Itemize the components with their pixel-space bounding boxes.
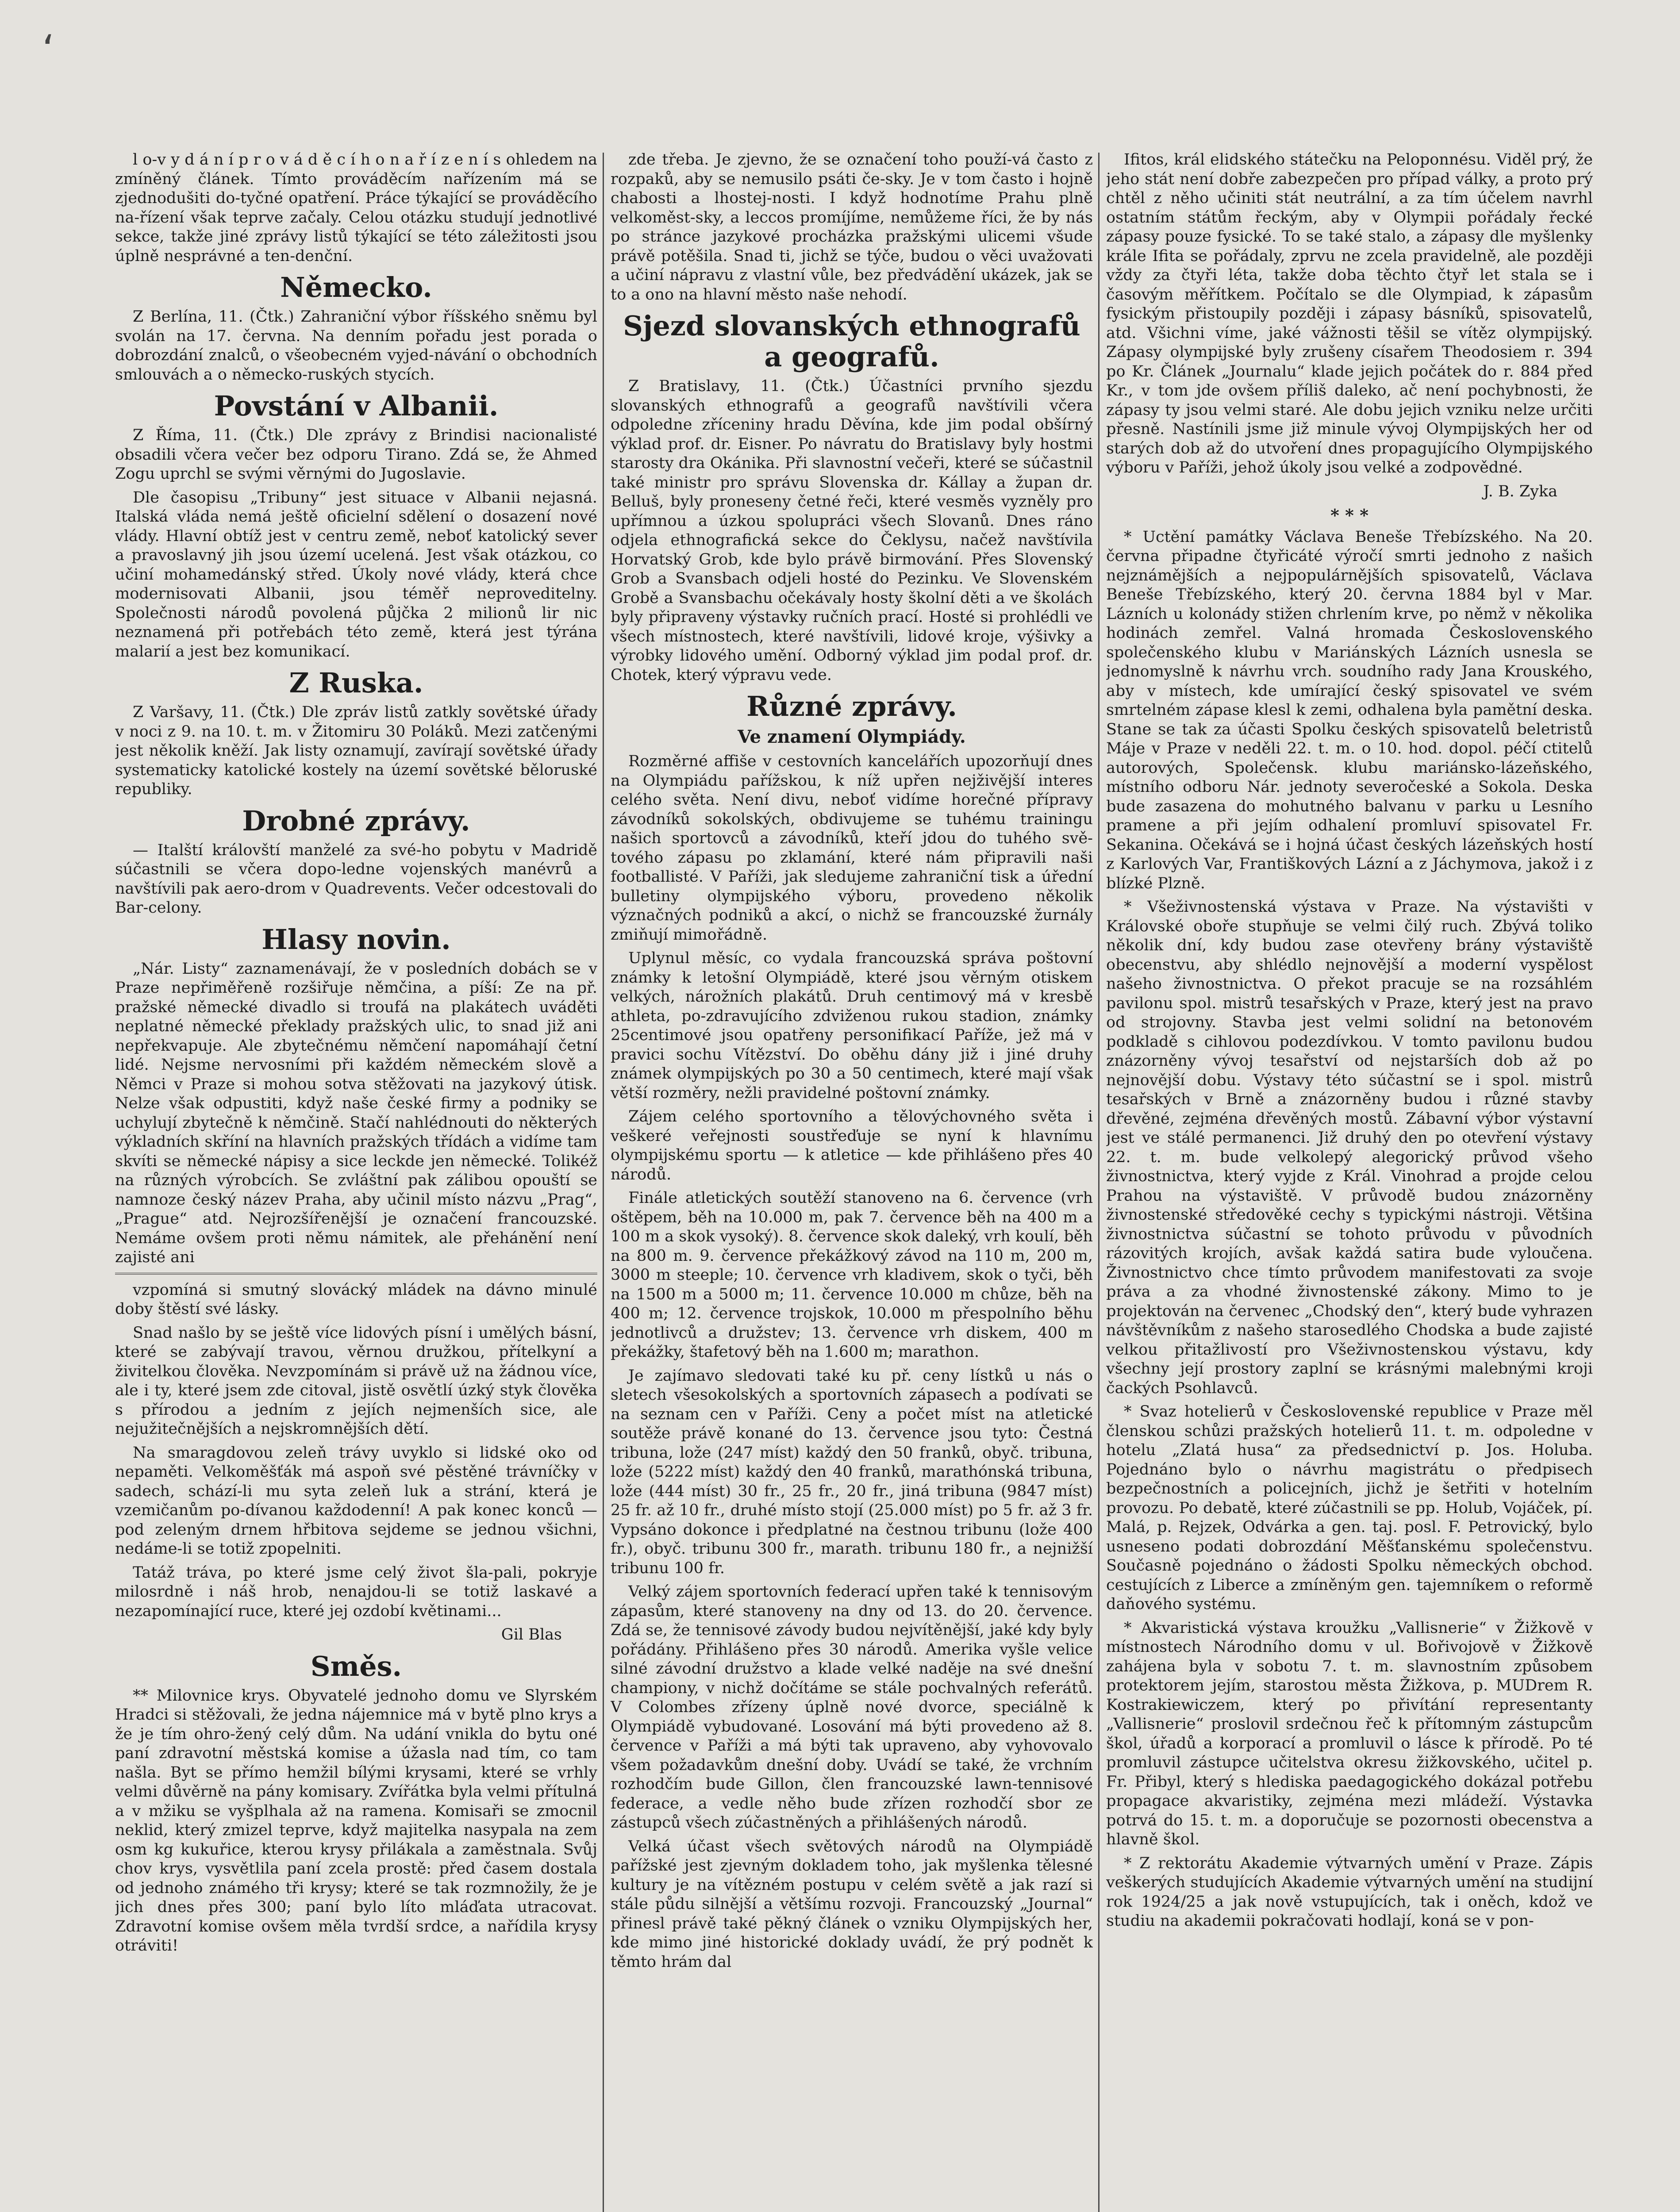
column-2: [611, 150, 1093, 2212]
article-ethnographers-congress: Z Bratislavy, 11. (Čtk.) Účastníci prvního sjezdu slovanských ethnografů a geografů navštívili včera odpoledne zříceniny hradu Děvína, kde jim podal obšírný výklad prof. dr. Eisner. Po návratu do Bratislavy byly hostmi starosty dra Okánika. Při slavnostní večeři, které se súčastnil také ministr pro správu Slovenska dr. Kállay a župan dr. Belluš, byly proneseny četné řeči, které vesměs vyzněly pro upřímnou a úzkou spolupráci všech Slovanů. Dnes ráno odjela ethnografická sekce do Čeklysu, načež navštívila Horvatský Grob, kde bylo právě birmování. Přes Slovenský Grob a Svansbach odjeli hosté do Pezinku. Ve Slovenském Grobě a Svansbachu očekávaly hosty školní děti a ve školách byly připraveny výstavky ručních prací. Hosté si prohlédli ve všech místnostech, které navštívili, lidové kroje, výšivky a výrobky lidového umění. Odborný výklad jim podal prof. dr. Chotek, který výpravu vede.: [611, 377, 1093, 684]
feuilleton-3: Na smaragdovou zeleň trávy uvyklo si lidské oko od nepaměti. Velkoměšťák má aspoň své pěstěné trávníčky v sadech, schází-li mu syta zeleň luk a strání, která je vzemičanům po-dívanou každodenní! A pak konec konců — pod zeleným drnem hřbitova sejdeme se jednou všichni, nedáme-li se totiž zpopelniti.: [115, 1444, 597, 1558]
paragraph-olympiad-continued: Ifitos, král elidského státečku na Peloponnésu. Viděl prý, že jeho stát není dobře zabezpečen pro případ války, a proto prý chtěl z něho učiniti stát neutrální, a za tím účelem navrhl ostatním státům řeckým, aby v Olympii pořádaly řecké zápasy pouze fysické. To se také stalo, a zápasy dle myšlenky krále Ifita se pořádaly, zprvu ne zcela pravidelně, ale později vždy za čtyři léta, takže doba těchto čtyř let stala se i časovým měřítkem. Počítalo se dle Olympiad, k zápasům fysickým přistoupily později i zápasy básníků, spisovatelů, atd. Všichni víme, jaké vážnosti těšil se vítěz olympijský. Zápasy olympijské byly zrušeny císařem Theodosiem r. 394 po Kr. Článek „Journalu“ klade jejich počátek do r. 884 před Kr., v tom jde ovšem příliš daleko, ač není pochybnosti, že zápasy ty jsou velmi staré. Ale dobu jejich vzniku nelze určiti přesně. Nastínili jsme již minule vývoj Olympijských her od starých dob až do utvoření dnes propagujícího Olympijského výboru v Paříži, jehož úkoly jsou velké a zodpovědné.: [1106, 151, 1593, 476]
heading-brief-news: Drobné zprávy.: [242, 804, 470, 837]
column-divider-2: [1098, 153, 1099, 2212]
feuilleton-1: vzpomíná si smutný slovácký mládek na dávno minulé doby štěstí své lásky.: [115, 1281, 597, 1318]
column-1: [115, 150, 597, 2212]
olympiad-signature: J. B. Zyka: [1483, 482, 1557, 500]
feuilleton-signature: Gil Blas: [501, 1626, 562, 1644]
column-divider-1: [603, 153, 604, 2212]
subheading-olympiad: Ve znamení Olympiády.: [738, 726, 966, 747]
feuilleton-4: Tatáž tráva, po které jsme celý život šla-pali, pokryje milosrdně i náš hrob, nenajdou-li se totiž laskavé a nezapomínající ruce, které jej ozdobí květinami...: [115, 1563, 597, 1620]
corner-mark: ‘: [42, 27, 55, 73]
article-press-voices: „Nár. Listy“ zaznamenávají, že v posledních dobách se v Praze nepřiměřeně rozšiřuje němčina, a píší: Ze na př. pražské německé divadlo si troufá na plakátech uváděti neplatné německé překlady pražských ulic, to snad již ani nepřekvapuje. Ale zbytečnému němčení napomáhají četní lidé. Nejsme nervosními při každém německém slově a Němci v Praze si mohou sotva stěžovati na jazykový útisk. Nelze však odpustiti, když naše české firmy a podniky se uchylují zbytečně k němčině. Stačí nahlédnouti do některých výkladních skříní na hlavních pražských třídách a vidíme tam skvíti se německé nápisy a sice leckde jen německé. Tolikéž na různých výrobcích. Se zvláštní pak zálibou opouští se namnoze český název Praha, aby učinil místo názvu „Prag“, „Prague“ atd. Nejrozšířenější je označení francouzské. Nemáme ovšem proti němu námitek, ale přehánění není zajisté ani: [115, 960, 597, 1266]
news-trade-exhibition: * Všeživnostenská výstava v Praze. Na výstavišti v Královské oboře stupňuje se velmi čilý ruch. Zbývá toliko několik dní, kdy budou zase otevřeny brány výstaviště obecenstvu, aby shlédlo nejnovější a moderní vyspělost našeho živnostnictva. O překot pracuje se na rozsáhlém pavilonu spol. mistrů tesařských v Praze, který jest na pravo od strojovny. Stavba jest velmi solidní na betonovém podkladě s cihlovou podezdívkou. V tomto pavilonu budou znázorněny vývoj tesařství od nejstarších dob až po nejnovější dobu. Výstavy této súčastní se i spol. mistrů tesařských v Brně a znázorněny budou i různé stavby dřevěné, zejména dřevěných mostů. Zábavní výbor výstavní jest ve stálé permanenci. Již druhý den po otevření výstavy 22. t. m. bude velkolepý alegorický průvod všeho živnostnictva, který vyjde z Král. Vinohrad a projde celou Prahou na výstaviště. V průvodě budou znázorněny živnostenské středověké cechy s typickými nástroji. Většina živnostnictva súčastní se tohoto průvodu v původních rázovitých krojích, avšak každá satira bude vyloučena. Živnostnictvo chce tímto průvodem manifestovati za svoje práva a za vhodné živnostenské zákony. Mimo to je projektován na červenec „Chodský den“, který bude vyhrazen návštěvníkům z našeho starosedlého Chodska a bude zajisté velkou přitažlivostí pro Všeživnostenskou výstavu, kdy všechny její prostory zaplní se krásnými malebnými kroji čackých Psohlavců.: [1106, 898, 1593, 1397]
article-olympiad-3: Zájem celého sportovního a tělovýchovného světa i veškeré veřejnosti soustřeďuje se nyní k hlavnímu olympijskému sportu — k atletice — kde přihlášeno přes 40 národů.: [611, 1108, 1093, 1183]
article-russia: Z Varšavy, 11. (Čtk.) Dle zpráv listů zatkly sovětské úřady v noci z 9. na 10. t. m. v Žitomiru 30 Poláků. Mezi zatčenými jest několik kněží. Jak listy oznamují, zavírají sovětské úřady systematicky katolické kostely na území sovětské běloruské republiky.: [115, 703, 597, 798]
article-albania-2: Dle časopisu „Tribuny“ jest situace v Albanii nejasná. Italská vláda nemá ještě oficielní sdělení o dosazení nové vlády. Hlavní obtíž jest v centru země, neboť katolický sever a pravoslavný jih jsou území ucelená. Jest však otázkou, co učiní mohamedánský střed. Úkoly nové vlády, která chce modernisovati Albanii, jsou téměř neproveditelny. Společnosti národů povolená půjčka 2 milionů lir nic neznamená při potřebách této země, která jest týrána malarií a jest bez komunikací.: [115, 488, 597, 661]
news-benes-trebizsky: * Uctění památky Václava Beneše Třebízského. Na 20. června připadne čtyřicáté výročí smrti jednoho z našich nejznámějších a nejpopulárnějších spisovatelů, Václava Beneše Třebízského, který 20. června 1884 byl v Mar. Lázních u kolonády stižen chrlením krve, po němž v několika hodinách zemřel. Valná hromada Československého společenského klubu v Mariánských Lázních usnesla se jednomyslně k návrhu vrch. soudního rady Jana Krouského, aby v místech, kde umírající český spisovatel ve svém smrtelném zápase klesl k zemi, odhalena byla pamětní deska. Stane se tak za účasti Spolku českých spisovatelů beletristů Máje v Praze v neděli 22. t. m. o 10. hod. dopol. péčí ctitelů autorových, Společensk. klubu mariánsko-lázeňského, místního odboru Nár. jednoty severočeské a Sokola. Deska bude zasazena do mohutného balvanu v parku u Lesního pramene a při jejím odhalení promluví spisovatel Fr. Sekanina. Očekává se i hojná účast českých lázeňských hostí z Karlových Var, Františkových Lázní a z Jáchymova, jakož i z blízké Plzně.: [1106, 528, 1593, 892]
article-germany: Z Berlína, 11. (Čtk.) Zahraniční výbor říšského sněmu byl svolán na 17. června. Na denním pořadu jest porada o dobrozdání znalců, o všeobecném vyjed-návání o obchodních smlouvách a o německo-ruských stycích.: [115, 308, 597, 384]
column-3: [1106, 150, 1593, 2212]
article-albania-1: Z Říma, 11. (Čtk.) Dle zprávy z Brindisi nacionalisté obsadili včera večer bez odporu Tirano. Zdá se, že Ahmed Zogu uprchl se svými věrnými do Jugoslavie.: [115, 426, 597, 483]
article-olympiad-4: Finále atletických soutěží stanoveno na 6. července (vrh oštěpem, běh na 10.000 m, pak 7. července běh na 400 m a 100 m a skok vysoký). 8. července skok daleký, vrh koulí, běh na 800 m. 9. července překážkový závod na 110 m, 200 m, 3000 m steeple; 10. července vrh kladivem, skok o tyči, běh na 1500 m a 5000 m; 11. července 10.000 m chůze, běh na 400 m; 12. července trojskok, 10.000 m přespolního běhu jednotlivců a družstev; 13. července vrh diskem, 400 m překážky, štafetový běh na 1.600 m; marathon.: [611, 1189, 1093, 1361]
article-olympiad-2: Uplynul měsíc, co vydala francouzská správa poštovní známky k letošní Olympiádě, které jsou věrným otiskem velkých, nárožních plakátů. Druh centimový má v kresbě athleta, po-zdravujícího zdviženou rukou stadion, známky 25centimové jsou opatřeny personifikací Paříže, jež má v pravici sochu Vítězství. Do oběhu dány již i jiné druhy známek olympijských po 30 a 50 centimech, které mají však větší rozměry, nežli pravidelné poštovní známky.: [611, 949, 1093, 1102]
heading-ethnographers-congress: Sjezd slovanských ethnografů a geografů.: [623, 310, 1080, 373]
heading-russia: Z Ruska.: [289, 667, 423, 699]
article-brief-news: — Italští královští manželé za své-ho pobytu v Madridě súčastnili se včera dopo-ledne vojenských manévrů a navštívili pak aero-drom v Quadrevents. Večer odcestovali do Bar-celony.: [115, 841, 597, 917]
article-olympiad-5: Je zajímavo sledovati také ku př. ceny lístků u nás o sletech všesokolských a sportovních zápasech a podívati se na seznam cen v Paříži. Ceny a počet míst na atletické soutěže právě konané do 13. července jsou tyto: Čestná tribuna, lože (247 míst) každý den 50 franků, obyč. tribuna, lože (5222 míst) každý den 40 franků, marathónská tribuna, lože (444 míst) 30 fr., 25 fr., 20 fr., jiná tribuna (9847 míst) 25 fr. až 10 fr., druhé místo stojí (25.000 míst) po 5 fr. až 3 fr. Vypsáno dokonce i předplatné na čestnou tribunu (lože 400 fr.), obyč. tribunu 300 fr., marath. tribunu 180 fr., a nejnižší tribunu 100 fr.: [611, 1367, 1093, 1577]
article-olympiad-6: Velký zájem sportovních federací upřen také k tennisovým zápasům, které stanoveny na dny od 13. do 20. července. Zdá se, že tennisové závody budou nejvítěnější, jaké kdy byly pořádány. Přihlášeno přes 30 národů. Amerika vyšle velice silné závodní družstvo a klade velké naděje na své dnešní championy, v nichž dočítáme se stále pochvalných referátů. V Colombes zřízeny úplně nové dvorce, speciálně k Olympiádě vybudované. Losování má býti provedeno až 8. července v Paříži a má býti tak upraveno, aby vyhovovalo všem požadavkům dnešní doby. Uvádí se také, že vrchním rozhodčím bude Gillon, člen francouzské lawn-tennisové federace, a vedle něho bude zřízen rozhodčí sbor ze zástupců všech zúčastněných a přihlášených národů.: [611, 1583, 1093, 1832]
section-separator: * * *: [1330, 505, 1369, 525]
article-olympiad-7: Velká účast všech světových národů na Olympiádě pařížské jest zjevným dokladem toho, jak myšlenka tělesné kultury je na vítězném postupu v celém světě a jak razí si stále půdu silnější a většímu rozvoji. Francouzský „Journal“ přinesl právě také pěkný článek o vzniku Olympijských her, kde mimo jiné historické doklady uvádí, že prý podnět k těmto hrám dal: [611, 1837, 1093, 1971]
heading-press-voices: Hlasy novin.: [261, 923, 451, 956]
paragraph-continued: zde třeba. Je zjevno, že se označení toho použí-vá často z rozpaků, aby se nemusilo psáti če-sky. Je v tom často i hojně chabosti a lhostej-nosti. I když hodnotíme Prahu plně velkoměst-sky, a leccos promíjíme, nemůžeme říci, že by nás po stránce jazykové procházka pražskými ulicemi všude právě potěšila. Snad ti, jichž se týče, budou o věci uvažovati a učiní nápravu z vlastní vůle, bez předvádění ukázek, jak se to a ono na hlavní město naše nehodí.: [611, 151, 1093, 303]
feuilleton-divider: [115, 1273, 597, 1275]
article-olympiad-1: Rozměrné affiše v cestovních kancelářích upozorňují dnes na Olympiádu pařížskou, k níž upřen nejživější interes celého světa. Není divu, neboť vidíme horečné přípravy závodníků sokolských, obdivujeme se tuhému trainingu našich sportovců a závodníků, kteří jdou do tuhého svě-tového zápasu po zklamání, které nám připravili naši footballisté. V Paříži, jak sledujeme zahraniční tisk a úřední bulletiny olympijského výboru, provedeno několik význačných podniků a akcí, o nichž se francouzské žurnály zmiňují mimořádně.: [611, 753, 1093, 944]
heading-germany: Německo.: [280, 271, 432, 303]
feuilleton-2: Snad našlo by se ještě více lidových písní i umělých básní, které se zabývají travou, věrnou družkou, přítelkyní a živitelkou člověka. Nevzpomínám si právě už na žádnou více, ale i ty, které jsem zde citoval, jistě osvětlí úzký styk člověka s přírodou a jedním z jejích nejmenších sice, ale nejužitečnějších a nejskromnějších dětí.: [115, 1324, 597, 1438]
news-aquarium-exhibition: * Akvaristická výstava kroužku „Vallisnerie“ v Žižkově v místnostech Národního domu v ul. Bořivojově v Žižkově zahájena byla v sobotu 7. t. m. slavnostním způsobem protektorem jejím, starostou města Žižkova, p. MUDrem R. Kostrakiewiczem, který po přivítání representanty „Vallisnerie“ proslovil srdečnou řeč k přítomným zástupcům škol, úřadů a korporací a promluvil o lásce k přírodě. Po té promluvil zástupce učitelstva okresu žižkovského, učitel p. Fr. Přibyl, který s hlediska paedagogického dokázal potřebu propagace akvaristiky, zejména mezi mládeží. Výstavka potrvá do 15. t. m. a doporučuje se pozornosti obecenstva a hlavně škol.: [1106, 1619, 1593, 1848]
heading-albania: Povstání v Albanii.: [214, 390, 499, 422]
news-hoteliers-union: * Svaz hotelierů v Československé republice v Praze měl členskou schůzi pražských hotelierů 11. t. m. odpoledne v hotelu „Zlatá husa“ za předsednictví p. Jos. Holuba. Pojednáno bylo o návrhu magistrátu o předpisech bezpečnostních a policejních, jichž je šetřiti v hotelním provozu. Po debatě, které zúčastnili se pp. Holub, Vojáček, pí. Malá, p. Rejzek, Odvárka a gen. taj. posl. F. Petrovický, bylo usneseno podati dobrozdání Měšťanskému společenstvu. Současně pojednáno o žádosti Spolku německých obchod. cestujících z Liberce a zmíněným gen. tajemníkem o reformě daňového systému.: [1106, 1403, 1593, 1613]
article-rat-lover: ** Milovnice krys. Obyvatelé jednoho domu ve Slyrském Hradci si stěžovali, že jedna nájemnice má v bytě plno krys a že je tím ohro-žený celý dům. Na udání vnikla do bytu oné paní zdravotní městská komise a úžasla nad tím, co tam našla. Byt se přímo hemžil bílými krysami, které se vrhly velmi důvěrně na pány komisary. Zvířátka byla velmi přítulná a v mžiku se vyšplhala až na ramena. Komisaři se zmocnil neklid, který zmizel teprve, když majitelka nasypala na zem osm kg kukuřice, kterou krysy přilákala a zaměstnala. Svůj chov krys, vysvětlila paní zcela prostě: před časem dostala od jednoho známého tři krysy; které se tak rozmnožily, že je jich dnes přes 300; paní bylo líto mláďata utracovat. Zdravotní komise ovšem měla tvrdší srdce, a nařídila krysy otráviti!: [115, 1686, 597, 1955]
paragraph-intro: l o-v y d á n í p r o v á d ě c í h o n a ř í z e n í s ohledem na zmíněný článek. Tímto prováděcím nařízením má se zjednodušiti do-tyčné opatření. Práce týkající se prováděcího na-řízení však teprve začaly. Celou otázku studují jednotlivé sekce, takže jiné zprávy listů týkající se této záležitosti jsou úplně nesprávné a ten-denční.: [115, 151, 597, 265]
news-academy-registration: * Z rektorátu Akademie výtvarných umění v Praze. Zápis veškerých studujících Akademie výtvarných umění na studijní rok 1924/25 a jak nově vstupujících, tak i oněch, kdož ve studiu na akademii pokračovati hodlají, koná se v pon-: [1106, 1854, 1593, 1930]
heading-various-news: Různé zprávy.: [746, 690, 957, 722]
heading-miscellany: Směs.: [310, 1650, 402, 1682]
